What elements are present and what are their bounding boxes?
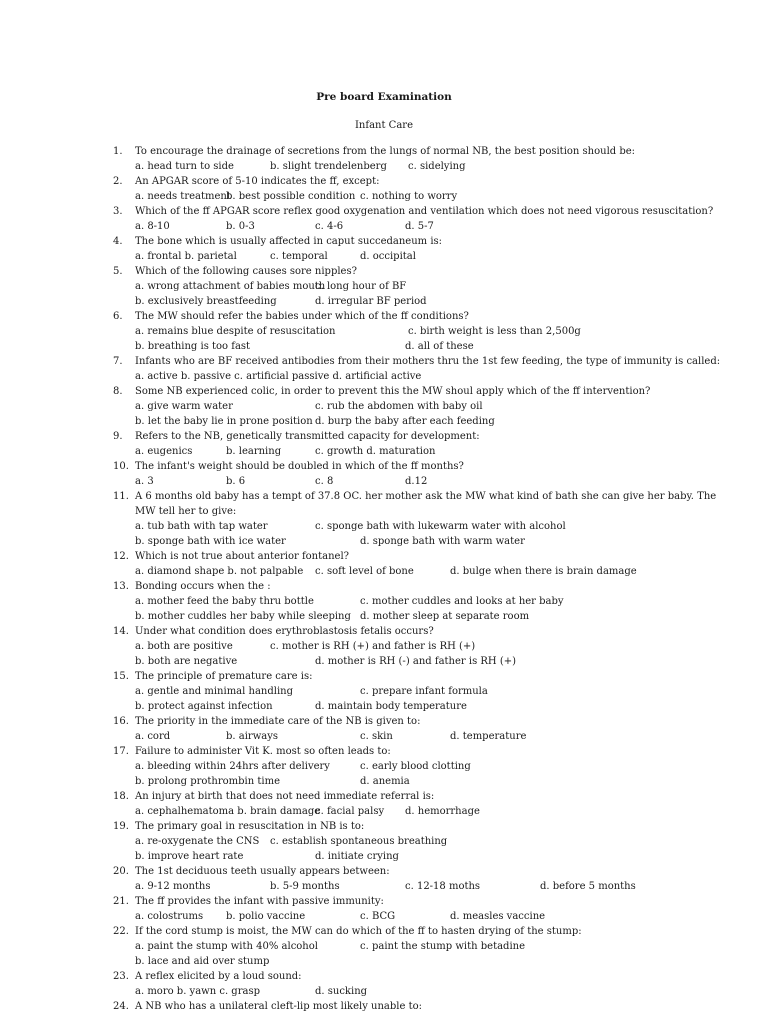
question-item xyxy=(0,894,768,924)
question-item xyxy=(0,744,768,789)
answer-option: c. temporal xyxy=(270,251,328,262)
option-row xyxy=(0,804,768,819)
question-item xyxy=(0,864,768,894)
question-item xyxy=(0,789,768,819)
question-item xyxy=(0,144,768,174)
question-number: 20. xyxy=(113,866,129,877)
answer-option: d. irregular BF period xyxy=(315,296,427,307)
question-number: 13. xyxy=(113,581,129,592)
question-item xyxy=(0,669,768,714)
question-item xyxy=(0,489,768,549)
answer-option: c. sidelying xyxy=(408,161,466,172)
option-row xyxy=(0,399,768,414)
answer-option: d. initiate crying xyxy=(315,851,399,862)
question-item xyxy=(0,384,768,429)
answer-option: d. before 5 months xyxy=(540,881,636,892)
answer-option: c. skin xyxy=(360,731,393,742)
option-row xyxy=(0,189,768,204)
answer-option: c. rub the abdomen with baby oil xyxy=(315,401,483,412)
answer-option: b. exclusively breastfeeding xyxy=(135,296,277,307)
answer-option: d. sucking xyxy=(315,986,368,997)
answer-option: a. remains blue despite of resuscitation xyxy=(135,326,336,337)
question-item xyxy=(0,234,768,264)
answer-option: c. facial palsy xyxy=(315,806,385,817)
question-number: 8. xyxy=(113,386,123,397)
answer-option: b. protect against infection xyxy=(135,701,273,712)
option-row xyxy=(0,639,768,654)
answer-option: a. head turn to side xyxy=(135,161,234,172)
question-item xyxy=(0,579,768,624)
question-text: The primary goal in resuscitation in NB is to: xyxy=(135,821,365,832)
answer-option: a. gentle and minimal handling xyxy=(135,686,293,697)
answer-option: c. soft level of bone xyxy=(315,566,414,577)
answer-option: a. bleeding within 24hrs after delivery xyxy=(135,761,330,772)
question-item xyxy=(0,624,768,669)
question-number: 2. xyxy=(113,176,123,187)
page-subtitle: Infant Care xyxy=(354,120,413,131)
answer-option: c. nothing to worry xyxy=(360,191,458,202)
question-number: 5. xyxy=(113,266,123,277)
question-text: Which is not true about anterior fontanel? xyxy=(135,551,350,562)
question-number: 14. xyxy=(113,626,129,637)
answer-option: b. prolong prothrombin time xyxy=(135,776,280,787)
option-row xyxy=(0,939,768,954)
question-item xyxy=(0,459,768,489)
question-text: Which of the ff APGAR score reflex good oxygenation and ventilation which does not need vigorous resuscitation? xyxy=(135,206,714,217)
option-row xyxy=(0,654,768,669)
option-row xyxy=(0,909,768,924)
question-number: 11. xyxy=(113,491,129,502)
question-number: 19. xyxy=(113,821,129,832)
option-row xyxy=(0,759,768,774)
answer-option: a. diamond shape b. not palpable xyxy=(135,566,304,577)
answer-option: d. bulge when there is brain damage xyxy=(450,566,637,577)
question-item xyxy=(0,264,768,309)
question-text: Which of the following causes sore nipples? xyxy=(135,266,357,277)
option-row xyxy=(0,954,768,969)
option-row xyxy=(0,159,768,174)
question-number: 21. xyxy=(113,896,129,907)
answer-option: a. cephalhematoma b. brain damage xyxy=(135,806,321,817)
answer-option: c. 8 xyxy=(315,476,334,487)
answer-option: d. all of these xyxy=(405,341,474,352)
option-row xyxy=(0,219,768,234)
answer-option: b. improve heart rate xyxy=(135,851,244,862)
question-item xyxy=(0,204,768,234)
answer-option: d. measles vaccine xyxy=(450,911,546,922)
answer-option: a. mother feed the baby thru bottle xyxy=(135,596,314,607)
question-text-continued: MW tell her to give: xyxy=(135,506,237,517)
question-text: Failure to administer Vit K. most so often leads to: xyxy=(135,746,391,757)
answer-option: c. growth d. maturation xyxy=(315,446,436,457)
answer-option: b. polio vaccine xyxy=(226,911,306,922)
question-text: Bonding occurs when the : xyxy=(135,581,271,592)
question-number: 9. xyxy=(113,431,123,442)
answer-option: a. active b. passive c. artificial passive d. artificial active xyxy=(135,371,422,382)
answer-option: c. 12-18 moths xyxy=(405,881,481,892)
answer-option: b. learning xyxy=(226,446,282,457)
option-row xyxy=(0,729,768,744)
question-number: 22. xyxy=(113,926,129,937)
question-number: 18. xyxy=(113,791,129,802)
option-row xyxy=(0,294,768,309)
answer-option: c. BCG xyxy=(360,911,396,922)
option-row xyxy=(0,444,768,459)
option-row xyxy=(0,834,768,849)
answer-option: c. long hour of BF xyxy=(315,281,407,292)
option-row xyxy=(0,339,768,354)
option-row xyxy=(0,594,768,609)
question-text: The MW should refer the babies under which of the ff conditions? xyxy=(135,311,469,322)
option-row xyxy=(0,324,768,339)
option-row xyxy=(0,774,768,789)
answer-option: a. needs treatment xyxy=(135,191,231,202)
answer-option: d. burp the baby after each feeding xyxy=(315,416,495,427)
answer-option: b. lace and aid over stump xyxy=(135,956,270,967)
answer-option: a. moro b. yawn c. grasp xyxy=(135,986,260,997)
question-text: The ff provides the infant with passive immunity: xyxy=(135,896,384,907)
question-item xyxy=(0,354,768,384)
answer-option: a. 3 xyxy=(135,476,154,487)
answer-option: d. anemia xyxy=(360,776,410,787)
answer-option: a. 9-12 months xyxy=(135,881,211,892)
option-row xyxy=(0,414,768,429)
option-row xyxy=(0,684,768,699)
page-title: Pre board Examination xyxy=(316,91,452,103)
question-item xyxy=(0,819,768,864)
answer-option: b. both are negative xyxy=(135,656,238,667)
question-number: 10. xyxy=(113,461,129,472)
answer-option: b. sponge bath with ice water xyxy=(135,536,286,547)
answer-option: a. frontal b. parietal xyxy=(135,251,237,262)
answer-option: b. breathing is too fast xyxy=(135,341,251,352)
option-row xyxy=(0,369,768,384)
answer-option: b. best possible condition xyxy=(226,191,356,202)
answer-option: c. prepare infant formula xyxy=(360,686,488,697)
question-number: 6. xyxy=(113,311,123,322)
answer-option: c. paint the stump with betadine xyxy=(360,941,526,952)
answer-option: d. maintain body temperature xyxy=(315,701,467,712)
answer-option: d. mother is RH (-) and father is RH (+) xyxy=(315,656,516,667)
answer-option: d. sponge bath with warm water xyxy=(360,536,525,547)
answer-option: c. birth weight is less than 2,500g xyxy=(408,326,581,337)
answer-option: b. airways xyxy=(226,731,279,742)
question-number: 12. xyxy=(113,551,129,562)
question-text: Under what condition does erythroblastosis fetalis occurs? xyxy=(135,626,434,637)
question-number: 24. xyxy=(113,1001,129,1012)
option-row xyxy=(0,849,768,864)
answer-option: b. mother cuddles her baby while sleeping xyxy=(135,611,351,622)
answer-option: d. occipital xyxy=(360,251,416,262)
answer-option: b. 6 xyxy=(226,476,246,487)
question-text: A NB who has a unilateral cleft-lip most likely unable to: xyxy=(135,1001,422,1012)
question-number: 16. xyxy=(113,716,129,727)
question-item xyxy=(0,549,768,579)
question-list xyxy=(0,144,768,1014)
answer-option: d. hemorrhage xyxy=(405,806,480,817)
answer-option: d. mother sleep at separate room xyxy=(360,611,530,622)
question-text: The priority in the immediate care of the NB is given to: xyxy=(135,716,421,727)
question-text: Refers to the NB, genetically transmitted capacity for development: xyxy=(135,431,480,442)
question-text: The 1st deciduous teeth usually appears between: xyxy=(135,866,390,877)
option-row xyxy=(0,519,768,534)
answer-option: a. eugenics xyxy=(135,446,193,457)
option-row xyxy=(0,474,768,489)
question-text: Infants who are BF received antibodies from their mothers thru the 1st few feeding, the type of immunity is called: xyxy=(135,356,721,367)
answer-option: d.12 xyxy=(405,476,428,487)
question-number: 1. xyxy=(113,146,123,157)
answer-option: a. wrong attachment of babies mouth xyxy=(135,281,326,292)
question-item xyxy=(0,924,768,969)
answer-option: d. temperature xyxy=(450,731,527,742)
question-number: 17. xyxy=(113,746,129,757)
option-row xyxy=(0,534,768,549)
answer-option: c. mother is RH (+) and father is RH (+) xyxy=(270,641,476,652)
answer-option: a. paint the stump with 40% alcohol xyxy=(135,941,318,952)
option-row xyxy=(0,984,768,999)
question-item xyxy=(0,174,768,204)
answer-option: a. tub bath with tap water xyxy=(135,521,268,532)
option-row xyxy=(0,279,768,294)
question-number: 3. xyxy=(113,206,123,217)
question-text: If the cord stump is moist, the MW can do which of the ff to hasten drying of the stump: xyxy=(135,926,582,937)
answer-option: d. 5-7 xyxy=(405,221,434,232)
question-item xyxy=(0,969,768,999)
option-row xyxy=(0,249,768,264)
question-item xyxy=(0,309,768,354)
answer-option: c. sponge bath with lukewarm water with alcohol xyxy=(315,521,566,532)
question-number: 23. xyxy=(113,971,129,982)
answer-option: a. re-oxygenate the CNS xyxy=(135,836,260,847)
question-item xyxy=(0,999,768,1014)
option-row xyxy=(0,609,768,624)
answer-option: c. 4-6 xyxy=(315,221,344,232)
question-text: Some NB experienced colic, in order to prevent this the MW shoul apply which of the ff intervention? xyxy=(135,386,651,397)
question-item xyxy=(0,714,768,744)
answer-option: b. 0-3 xyxy=(226,221,255,232)
option-row xyxy=(0,564,768,579)
answer-option: a. colostrums xyxy=(135,911,204,922)
answer-option: b. slight trendelenberg xyxy=(270,161,387,172)
answer-option: a. 8-10 xyxy=(135,221,170,232)
question-text: To encourage the drainage of secretions from the lungs of normal NB, the best position should be: xyxy=(135,146,636,157)
question-number: 4. xyxy=(113,236,123,247)
answer-option: b. 5-9 months xyxy=(270,881,340,892)
question-text: An APGAR score of 5-10 indicates the ff, except: xyxy=(135,176,380,187)
answer-option: a. give warm water xyxy=(135,401,233,412)
option-row xyxy=(0,699,768,714)
answer-option: c. establish spontaneous breathing xyxy=(270,836,448,847)
question-text: The principle of premature care is: xyxy=(135,671,313,682)
answer-option: a. both are positive xyxy=(135,641,233,652)
question-number: 15. xyxy=(113,671,129,682)
option-row xyxy=(0,879,768,894)
answer-option: b. let the baby lie in prone position xyxy=(135,416,313,427)
answer-option: c. early blood clotting xyxy=(360,761,471,772)
answer-option: c. mother cuddles and looks at her baby xyxy=(360,596,564,607)
question-text: A 6 months old baby has a tempt of 37.8 OC. her mother ask the MW what kind of bath she can give her baby. The xyxy=(135,491,717,502)
question-item xyxy=(0,429,768,459)
question-text: The bone which is usually affected in caput succedaneum is: xyxy=(135,236,443,247)
answer-option: a. cord xyxy=(135,731,171,742)
question-number: 7. xyxy=(113,356,123,367)
question-text: An injury at birth that does not need immediate referral is: xyxy=(135,791,435,802)
question-text: The infant's weight should be doubled in which of the ff months? xyxy=(135,461,464,472)
question-text: A reflex elicited by a loud sound: xyxy=(135,971,302,982)
